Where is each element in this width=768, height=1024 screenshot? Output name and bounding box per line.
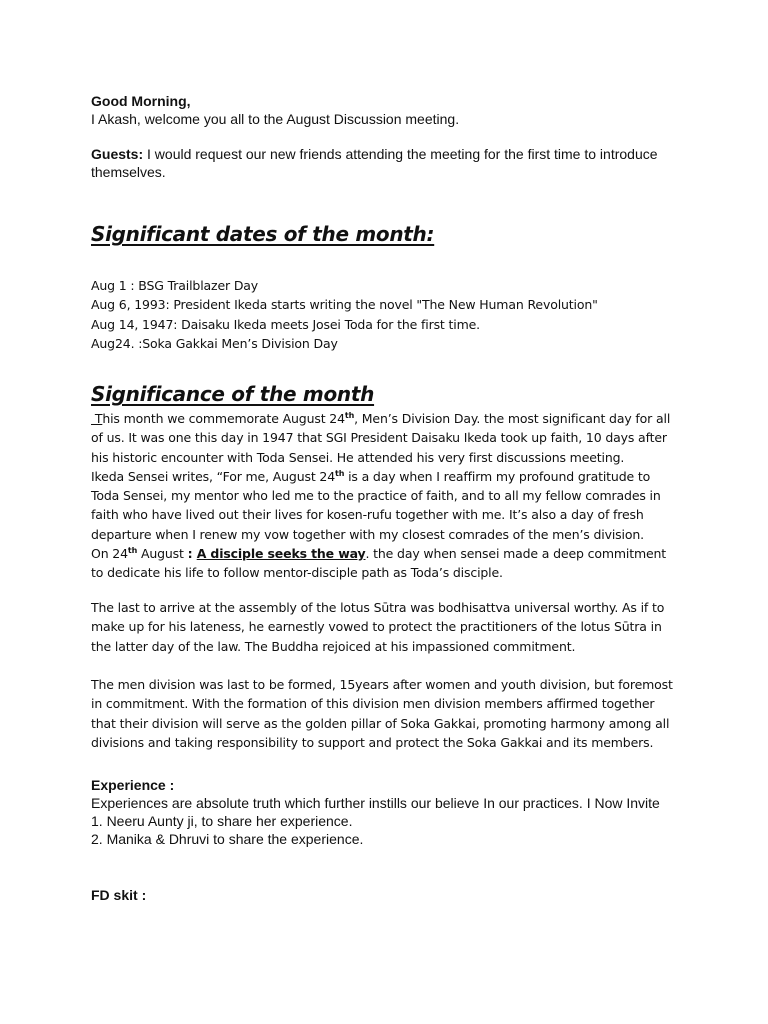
guests-paragraph (91, 145, 686, 181)
bold-colon: : (187, 546, 197, 562)
experience-block (91, 776, 686, 848)
superscript: th (344, 411, 355, 420)
date-item: Aug 14, 1947: Daisaku Ikeda meets Josei Toda for the first time. (91, 316, 480, 332)
dates-heading: Significant dates of the month: (91, 222, 435, 246)
experience-label: Experience : (91, 777, 175, 793)
experience-item: 1. Neeru Aunty ji, to share her experience. (91, 813, 353, 829)
text-segment: is a day when I reaffirm my profound gratitude to Toda Sensei, my mentor who led me to the practice of faith, and to all my fellow comrades in faith who have lived out their lives for kosen-rufu together with me. It’s also a day of fresh departure when I renew my vow together with my closest comrades of the men’s division. (91, 468, 661, 542)
text-segment: On 24 (91, 546, 128, 562)
welcome-line: I Akash, welcome you all to the August Discussion meeting. (91, 111, 460, 127)
dates-list (91, 276, 686, 353)
text-segment: his month we commemorate August 24 (102, 411, 345, 426)
significance-p1-part2 (91, 467, 681, 544)
fd-skit-label: FD skit : (91, 887, 147, 903)
experience-intro: Experiences are absolute truth which further instills our believe In our practices. I Now Invite (91, 795, 660, 811)
guests-text: I would request our new friends attending the meeting for the first time to introduce themselves. (91, 146, 658, 180)
guests-label: Guests: (91, 146, 144, 162)
underlined-lead: T (91, 411, 103, 426)
text-segment: . the day when sensei made a deep commitment to dedicate his life to follow mentor-disciple path as Toda’s disciple. (91, 546, 667, 581)
date-item: Aug 6, 1993: President Ikeda starts writing the novel "The New Human Revolution" (91, 297, 598, 313)
greeting-title: Good Morning, (91, 93, 191, 109)
significance-paragraph-2: The last to arrive at the assembly of the lotus Sūtra was bodhisattva universal worthy. As if to make up for his lateness, he earnestly vowed to protect the practitioners of the lotus Sūtra in the latter day of the law. The Buddha rejoiced at his impassioned commitment. (91, 600, 665, 654)
text-segment: August (137, 546, 188, 562)
text-segment: Ikeda Sensei writes, “For me, August 24 (91, 468, 336, 484)
significance-paragraph-3: The men division was last to be formed, 15years after women and youth division, but foremost in commitment. With the formation of this division men division members affirmed together that their division will serve as the golden pillar of Soka Gakkai, promoting harmony among all divisions and taking responsibility to support and protect the Soka Gakkai and its members. (91, 677, 673, 750)
date-item: Aug24. :Soka Gakkai Men’s Division Day (91, 335, 338, 351)
disciple-phrase: A disciple seeks the way (196, 546, 366, 562)
experience-item: 2. Manika & Dhruvi to share the experience. (91, 831, 364, 847)
superscript: th (335, 468, 345, 478)
greeting-block (91, 92, 686, 128)
significance-paragraph-1 (91, 409, 681, 583)
text-segment: , Men’s Division Day. the most significant day for all of us. It was one this day in 1947 that SGI President Daisaku Ikeda took up faith, 10 days after his historic encounter with Toda Sensei. He attended his very first discussions meeting. (91, 411, 671, 465)
significance-p1-part3 (91, 544, 681, 583)
superscript: th (127, 546, 138, 556)
date-item: Aug 1 : BSG Trailblazer Day (91, 278, 259, 293)
guests-block (91, 145, 686, 181)
significance-heading: Significance of the month (91, 382, 375, 406)
significance-p1-part1 (91, 409, 681, 467)
